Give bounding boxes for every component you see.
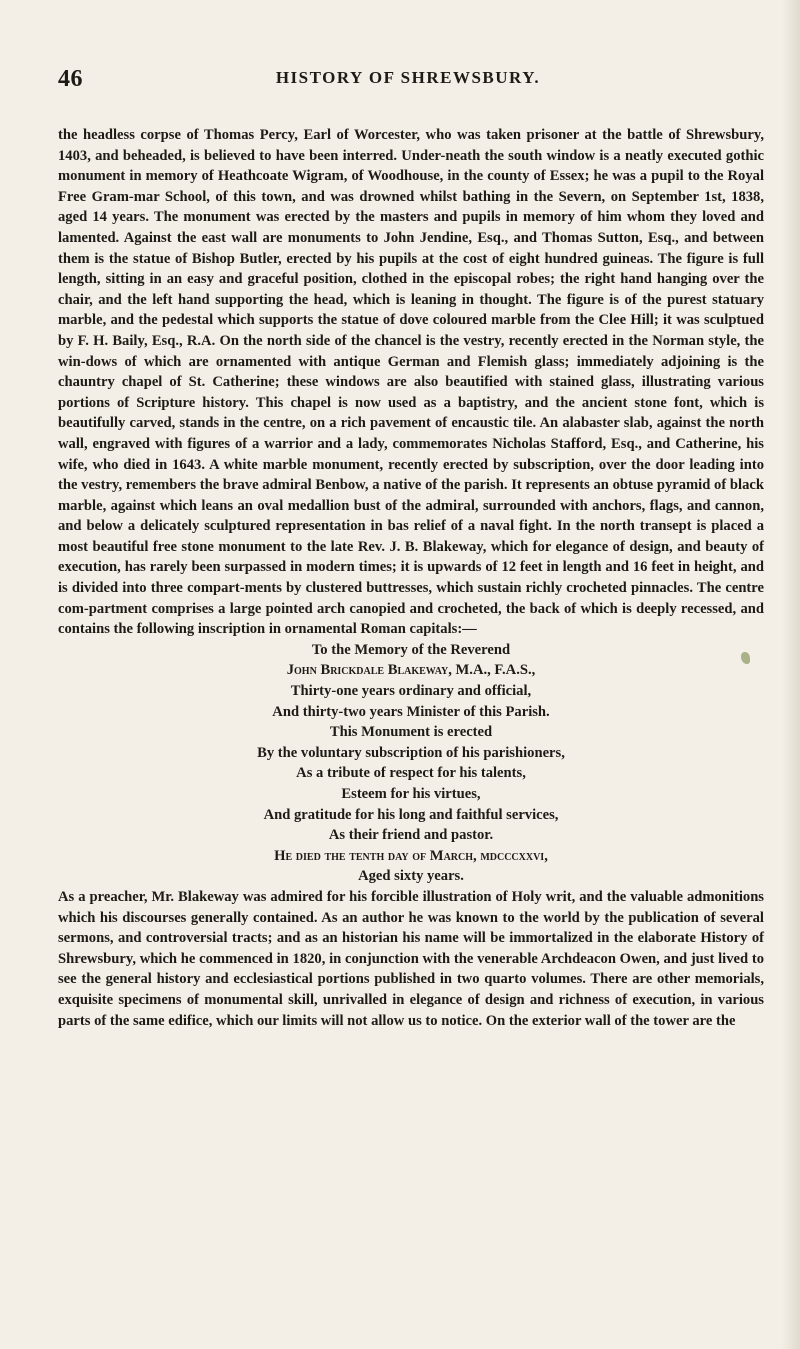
inscription-line: And gratitude for his long and faithful services, xyxy=(263,806,559,823)
inscription-line: As a tribute of respect for his talents, xyxy=(296,765,526,782)
inscription-line: Esteem for his virtues, xyxy=(341,786,481,802)
inscription-line: John Brickdale Blakeway, M.A., F.A.S., xyxy=(286,662,536,679)
inscription-line: Aged sixty years. xyxy=(358,868,464,885)
inscription-line: To the Memory of the Reverend xyxy=(311,641,511,658)
inscription-line: As their friend and pastor. xyxy=(328,827,494,844)
inscription-line: Thirty-one years ordinary and official, xyxy=(290,683,532,700)
ink-stain xyxy=(741,652,750,664)
inscription xyxy=(58,640,764,887)
page-number: 46 xyxy=(58,66,83,92)
page-edge-shadow xyxy=(782,0,800,1349)
inscription-line: He died the tenth day of March, mdcccxxvi, xyxy=(274,847,548,864)
running-head: HISTORY OF SHREWSBURY. xyxy=(275,68,541,87)
inscription-line: And thirty-two years Minister of this Parish. xyxy=(272,703,550,720)
page-header xyxy=(58,66,758,96)
paragraph-monuments: the headless corpse of Thomas Percy, Earl of Worcester, who was taken prisoner at the battle of Shrewsbury, 1403, and beheaded, is believed to have been interred. Under-neath the south window is a neatly executed gothic monument in memory of Heathcoate Wigram, of Woodhouse, in the county of Essex; he was a pupil to the Royal Free Gram-mar School, of this town, and was drowned whilst bathing in the Severn, on September 1st, 1838, aged 14 years. The monument was erected by the masters and pupils in memory of him whom they loved and lamented. Against the east wall are monuments to John Jendine, Esq., and Thomas Sutton, Esq., and between them is the statue of Bishop Butler, erected by his pupils at the cost of eight hundred guineas. The figure is full length, sitting in an easy and graceful position, clothed in the episcopal robes; the right hand hanging over the chair, and the left hand supporting the head, which is leaning in thought. The figure is of the purest statuary marble, and the pedestal which supports the statue of dove coloured marble from the Clee Hill; it was sculptued by F. H. Baily, Esq., R.A. On the north side of the chancel is the vestry, recently erected in the Norman style, the win-dows of which are ornamented with antique German and Flemish glass; immediately adjoining is the chauntry chapel of St. Catherine; these windows are also beautified with stained glass, illustrating various portions of Scripture history. This chapel is now used as a baptistry, and the ancient stone font, which is beautifully carved, stands in the centre, on a rich pavement of encaustic tile. An alabaster slab, against the north wall, engraved with figures of a warrior and a lady, commemorates Nicholas Stafford, Esq., and Catherine, his wife, who died in 1643. A white marble monument, recently erected by subscription, over the door leading into the vestry, remembers the brave admiral Benbow, a native of the parish. It represents an obtuse pyramid of black marble, against which leans an oval medallion bust of the admiral, surrounded with anchors, flags, and cannon, and below a delicately sculptured representation in bas relief of a naval fight. In the north transept is placed a most beautiful free stone monument to the late Rev. J. B. Blakeway, which for elegance of design, and beauty of execution, has rarely been surpassed in modern times; it is upwards of 12 feet in length and 16 feet in height, and is divided into three compart-ments by clustered buttresses, which sustain richly crocheted pinnacles. The centre com-partment comprises a large pointed arch canopied and crocheted, the back of which is deeply recessed, and contains the following inscription in ornamental Roman capitals:— xyxy=(58,127,764,638)
inscription-line: By the voluntary subscription of his parishioners, xyxy=(257,744,565,761)
paragraph-blakeway: As a preacher, Mr. Blakeway was admired for his forcible illustration of Holy writ, and the valuable admonitions which his discourses generally contained. As an author he was known to the world by the publication of several sermons, and controversial tracts; and as an historian his name will be immortalized in the elaborate History of Shrewsbury, which he commenced in 1820, in conjunction with the venerable Archdeacon Owen, and just lived to see the general history and ecclesiastical portions published in two quarto volumes. There are other memorials, exquisite specimens of monumental skill, unrivalled in elegance of design and richness of execution, in various parts of the same edifice, which our limits will not allow us to notice. On the exterior wall of the tower are the xyxy=(58,888,764,1029)
inscription-line: This Monument is erected xyxy=(329,724,493,741)
body-text xyxy=(58,125,764,1031)
